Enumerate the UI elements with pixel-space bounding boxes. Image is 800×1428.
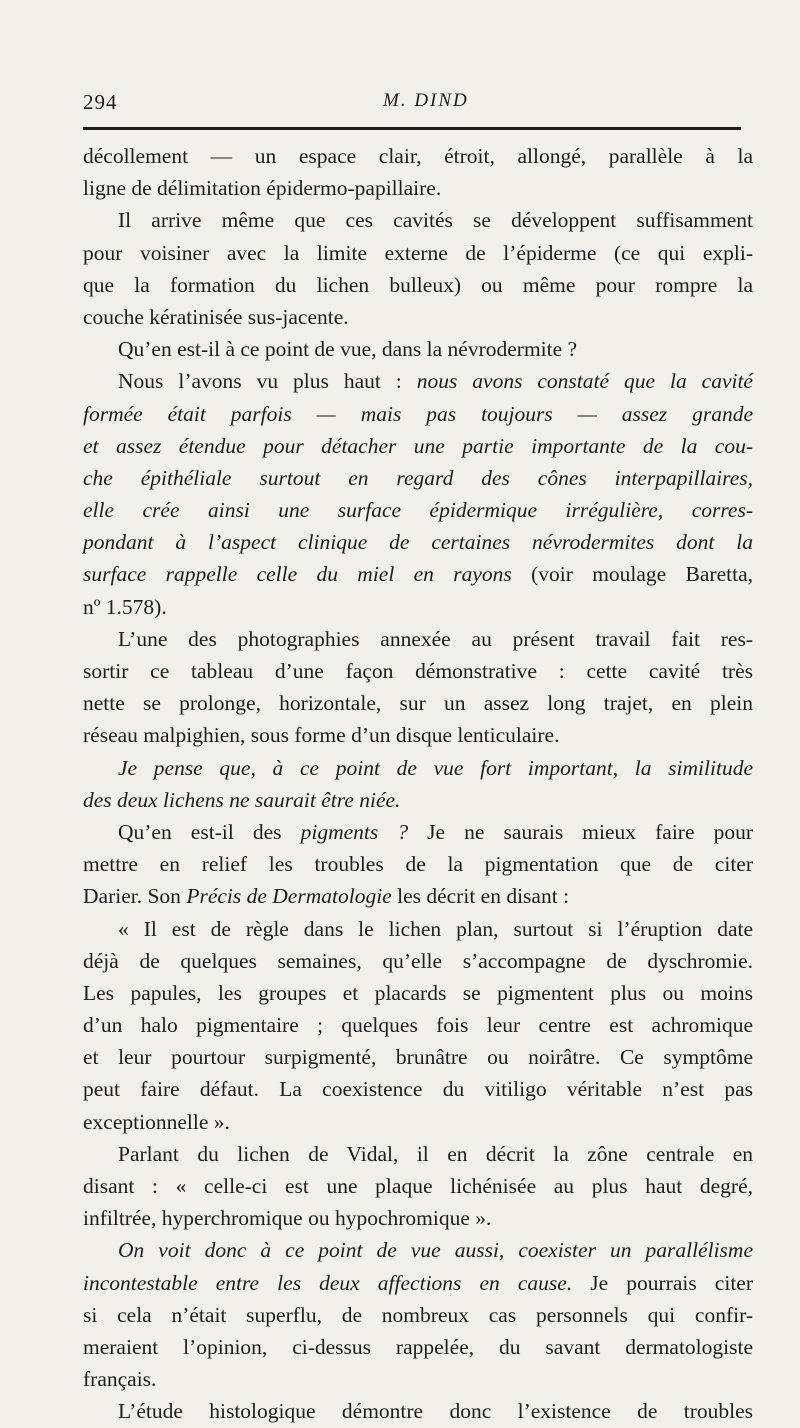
- text-line: [83, 365, 753, 397]
- text-line: sortir ce tableau d’une façon démonstrative : cette cavité très: [83, 659, 753, 683]
- running-title: M. DIND: [383, 90, 469, 111]
- text-line: infiltrée, hyperchromique ou hypochromique ».: [83, 1206, 492, 1231]
- text-segment: les décrit en disant :: [391, 884, 570, 909]
- running-head: [83, 90, 743, 120]
- text-line: L’une des photographies annexée au présent travail fait res-: [118, 626, 753, 651]
- text-line: disant : « celle-ci est une plaque lichénisée au plus haut degré,: [83, 1174, 753, 1198]
- italic-text: che épithéliale surtout en regard des cônes interpapillaires,: [83, 465, 753, 490]
- italic-text: nous avons constaté que la cavité: [416, 369, 753, 394]
- text-line: [83, 816, 753, 848]
- text-line: « Il est de règle dans le lichen plan, surtout si l’éruption date: [118, 916, 753, 941]
- text-line: déjà de quelques semaines, qu’elle s’accompagne de dyschromie.: [83, 948, 753, 973]
- text-line: [83, 494, 753, 526]
- italic-text: On voit donc à ce point de vue aussi, coexister un parallélisme: [118, 1238, 753, 1263]
- italic-text: elle crée ainsi une surface épidermique irrégulière, corres-: [83, 498, 753, 523]
- text-line: L’étude histologique démontre donc l’existence de troubles: [118, 1399, 753, 1424]
- italic-text: et assez étendue pour détacher une partie importante de la cou-: [83, 433, 753, 458]
- text-line: [83, 880, 753, 912]
- text-line: [83, 1267, 753, 1299]
- text-line: peut faire défaut. La coexistence du vitiligo véritable n’est pas: [83, 1077, 753, 1102]
- text-segment: Darier. Son: [83, 884, 187, 909]
- page-number: 294: [83, 90, 118, 114]
- text-line: réseau malpighien, sous forme d’un disque lenticulaire.: [83, 723, 560, 748]
- text-line: [83, 430, 753, 462]
- text-line: pour voisiner avec la limite externe de l’épiderme (ce qui expli-: [83, 240, 753, 265]
- text-line: nº 1.578).: [83, 594, 167, 619]
- text-line: ligne de délimitation épidermo-papillaire.: [83, 176, 442, 201]
- italic-text: pigments ?: [300, 819, 409, 844]
- italic-text: formée était parfois — mais pas toujours — assez grande: [83, 401, 753, 426]
- italic-text: Précis de Dermatologie: [186, 884, 392, 909]
- text-line: Qu’en est-il à ce point de vue, dans la névrodermite ?: [118, 337, 578, 362]
- text-line: Parlant du lichen de Vidal, il en décrit la zône centrale en: [118, 1141, 753, 1166]
- text-segment: Je ne saurais mieux faire pour: [408, 819, 753, 844]
- italic-text: pondant à l’aspect clinique de certaines névrodermites dont la: [83, 530, 753, 555]
- text-line: et leur pourtour surpigmenté, brunâtre ou noirâtre. Ce symptôme: [83, 1045, 753, 1070]
- text-line: [83, 784, 753, 816]
- text-line: nette se prolonge, horizontale, sur un assez long trajet, en plein: [83, 691, 753, 716]
- text-line: [83, 752, 753, 784]
- text-segment: Qu’en est-il des: [118, 819, 301, 844]
- text-segment: (voir moulage Baretta,: [511, 562, 753, 587]
- text-line: [83, 462, 753, 494]
- text-line: [83, 526, 753, 558]
- italic-text: Je pense que, à ce point de vue fort important, la similitude: [118, 755, 753, 780]
- text-line: si cela n’était superflu, de nombreux cas personnels qui confir-: [83, 1302, 753, 1327]
- text-line: [83, 558, 753, 590]
- text-line: [83, 398, 753, 430]
- text-line: que la formation du lichen bulleux) ou même pour rompre la: [83, 272, 753, 297]
- italic-text: des deux lichens ne saurait être niée.: [83, 787, 401, 812]
- text-line: mettre en relief les troubles de la pigmentation que de citer: [83, 852, 753, 877]
- text-line: Les papules, les groupes et placards se pigmentent plus ou moins: [83, 980, 753, 1005]
- italic-text: incontestable entre les deux affections en cause.: [83, 1270, 573, 1295]
- text-line: couche kératinisée sus-jacente.: [83, 304, 349, 329]
- text-segment: Je pourrais citer: [572, 1270, 754, 1295]
- italic-text: surface rappelle celle du miel en rayons: [83, 562, 512, 587]
- header-rule: [83, 127, 741, 130]
- text-line: décollement — un espace clair, étroit, allongé, parallèle à la: [83, 144, 753, 168]
- text-line: Il arrive même que ces cavités se développent suffisamment: [118, 208, 753, 233]
- text-line: meraient l’opinion, ci-dessus rappelée, du savant dermatologiste: [83, 1334, 753, 1359]
- text-line: exceptionnelle ».: [83, 1109, 230, 1134]
- text-line: [83, 1234, 753, 1266]
- text-line: d’un halo pigmentaire ; quelques fois leur centre est achromique: [83, 1013, 753, 1038]
- body-text: [83, 140, 753, 1428]
- text-line: français.: [83, 1367, 157, 1392]
- text-segment: Nous l’avons vu plus haut :: [118, 369, 417, 394]
